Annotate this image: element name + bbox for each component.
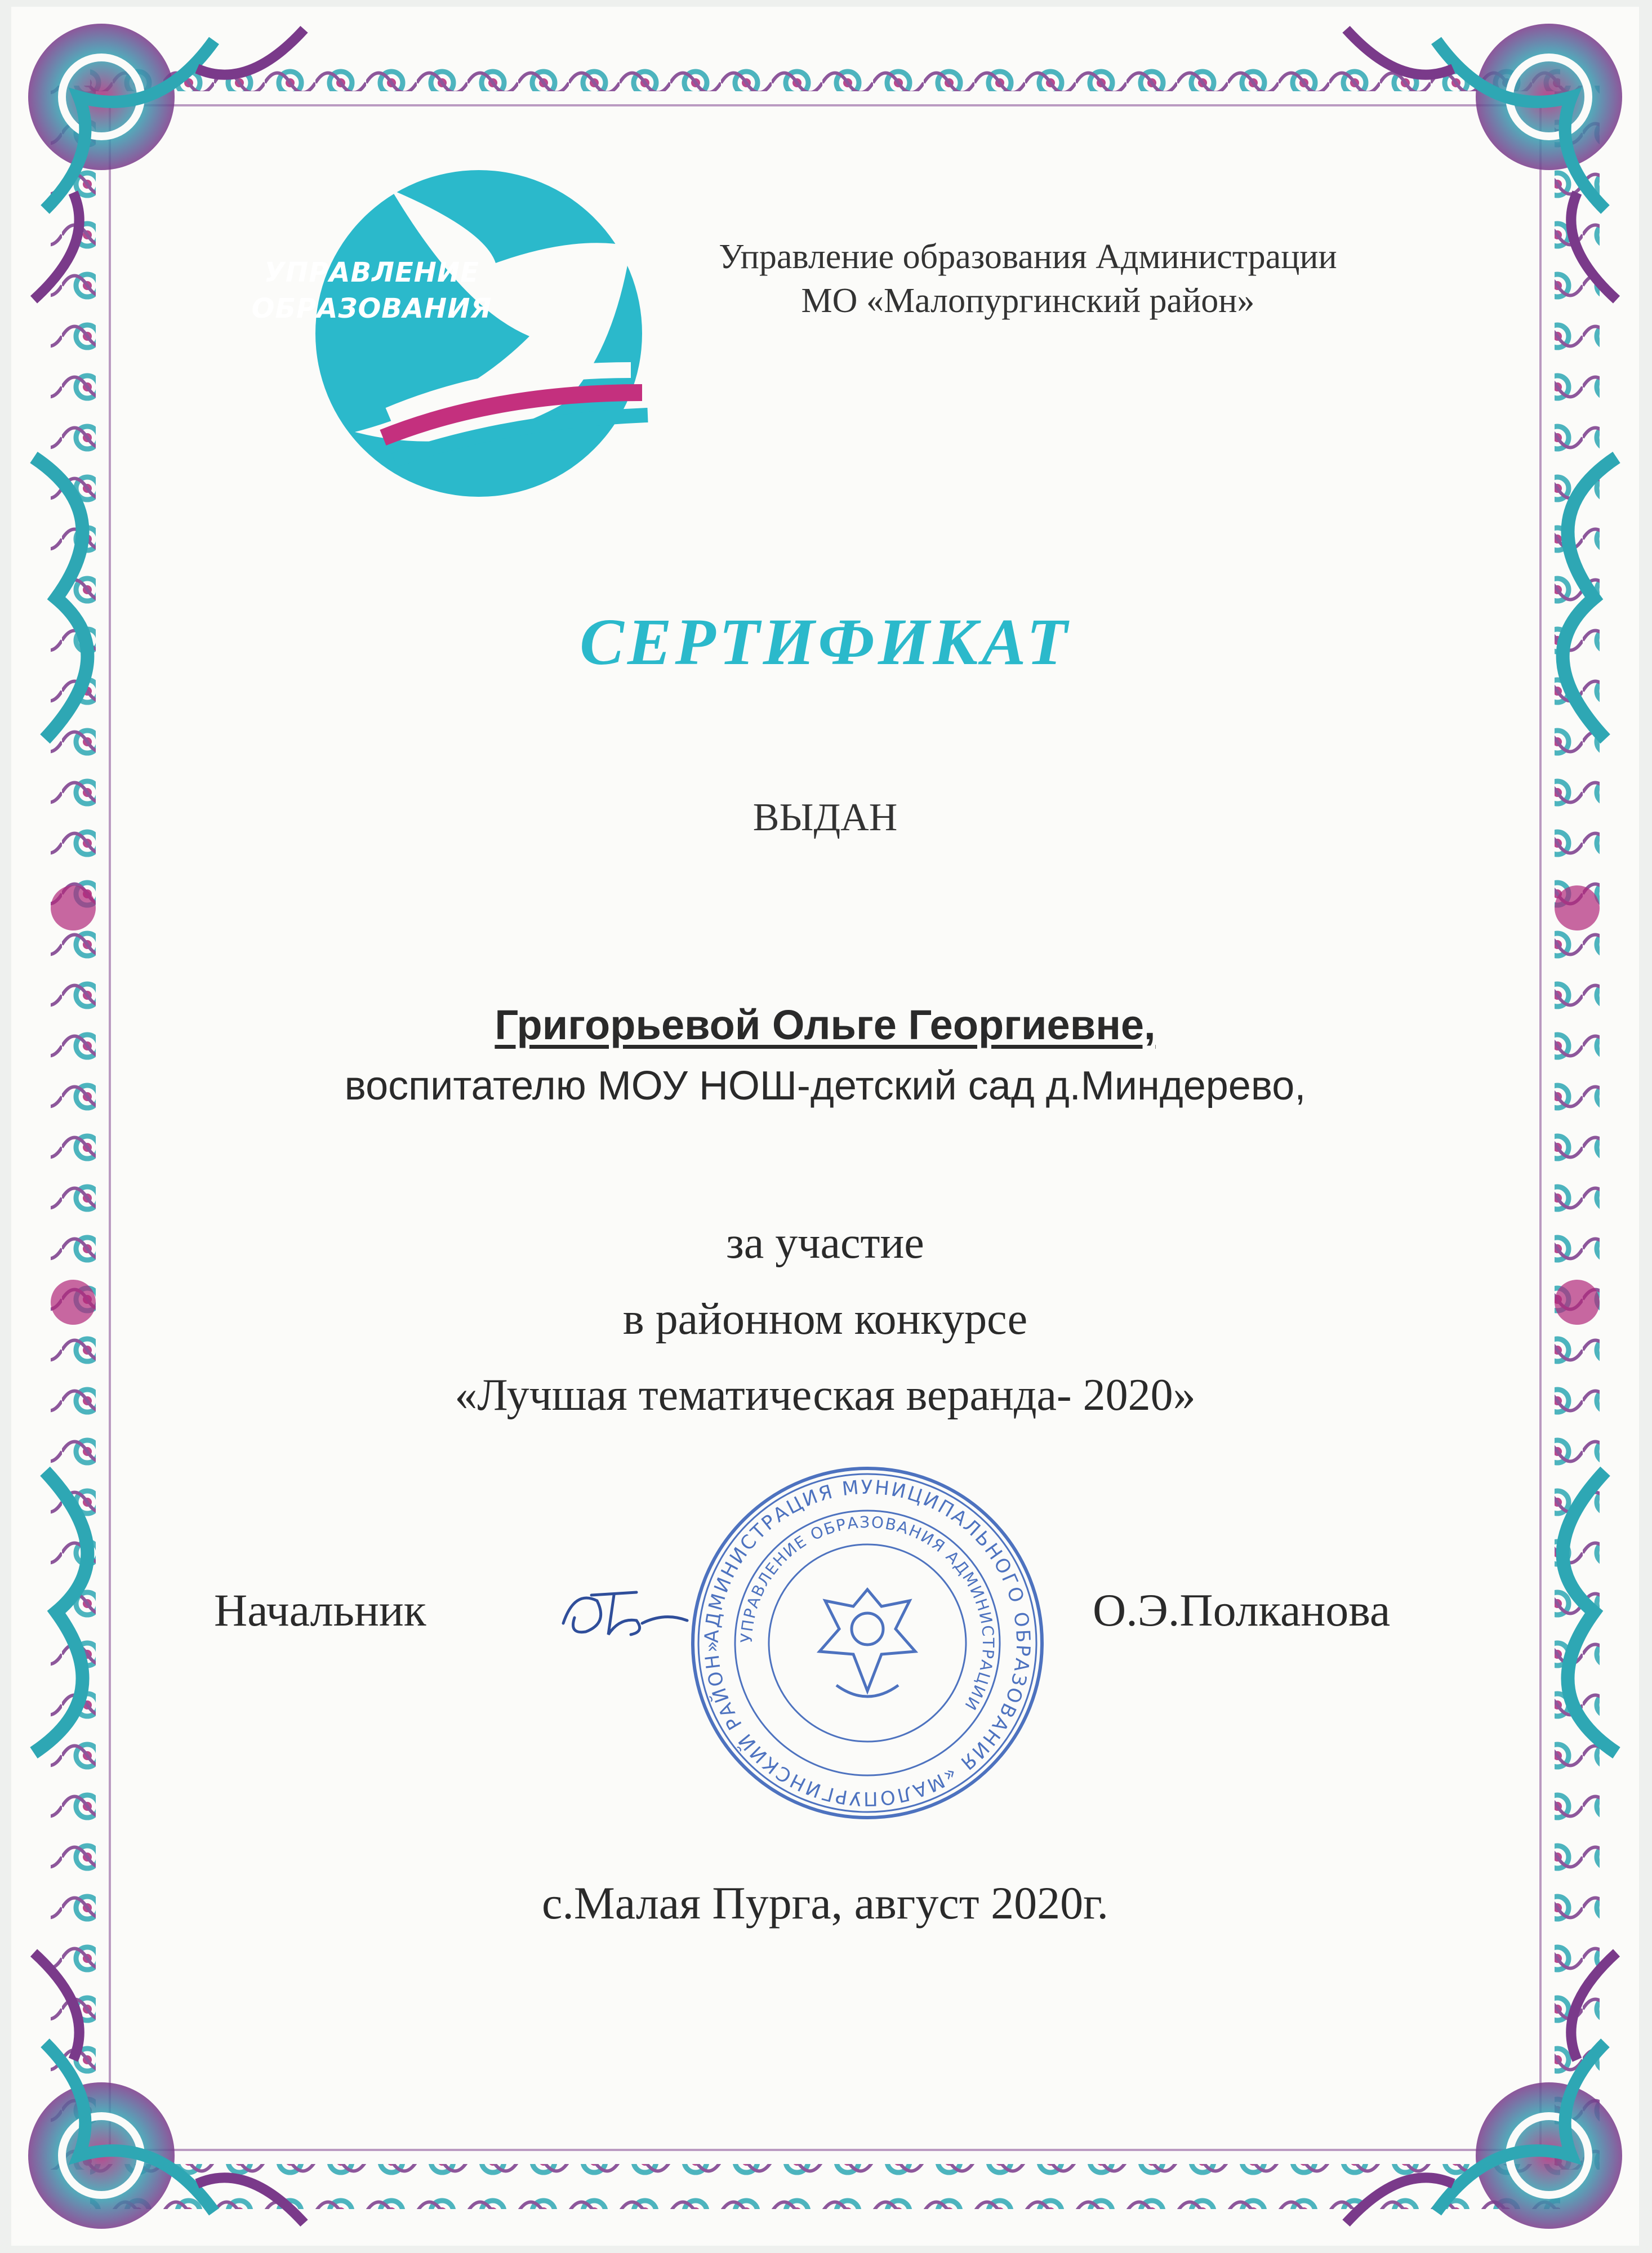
frame-corner-bottom-right <box>1346 1953 1622 2229</box>
reason-line-3: «Лучшая тематическая веранда- 2020» <box>455 1370 1196 1420</box>
handwritten-signature <box>552 1578 698 1651</box>
official-stamp <box>684 1460 1050 1826</box>
logo-line-1: УПРАВЛЕНИЕ <box>264 257 479 288</box>
organization-header <box>676 235 1380 323</box>
issued-label: ВЫДАН <box>752 796 898 839</box>
stamp-inner-text: УПРАВЛЕНИЕ ОБРАЗОВАНИЯ АДМИНИСТРАЦИИ <box>737 1512 998 1715</box>
frame-right <box>1555 86 1600 2170</box>
frame-corner-bottom-left <box>28 1953 304 2229</box>
signatory-role: Начальник <box>214 1584 426 1636</box>
place-and-date: с.Малая Пурга, август 2020г. <box>541 1877 1109 1929</box>
stamp-outer-text: АДМИНИСТРАЦИЯ МУНИЦИПАЛЬНОГО ОБРАЗОВАНИЯ «МАЛОПУРГИНСКИЙ РАЙОН» <box>700 1476 1035 1810</box>
logo-text <box>248 255 496 327</box>
stamp-emblem <box>820 1589 915 1697</box>
education-department-logo <box>293 167 665 500</box>
frame-left <box>51 86 96 2170</box>
certificate-sheet <box>11 7 1639 2246</box>
frame-bottom <box>90 2164 1560 2209</box>
reason-line-2: в районном конкурсе <box>622 1294 1028 1344</box>
certificate-title: СЕРТИФИКАТ <box>580 605 1071 679</box>
frame-corner-top-right <box>1346 24 1622 300</box>
logo-line-2: ОБРАЗОВАНИЯ <box>251 293 492 324</box>
organization-line-1: Управление образования Администрации <box>719 238 1337 276</box>
recipient-position: воспитателю МОУ НОШ-детский сад д.Миндерево, <box>344 1063 1306 1108</box>
organization-line-2: МО «Малопургинский район» <box>801 282 1255 320</box>
reason-line-1: за участие <box>726 1218 924 1268</box>
frame-top <box>90 46 1560 91</box>
recipient-name: Григорьевой Ольге Георгиевне, <box>495 1001 1156 1048</box>
signatory-name: О.Э.Полканова <box>1093 1584 1391 1636</box>
